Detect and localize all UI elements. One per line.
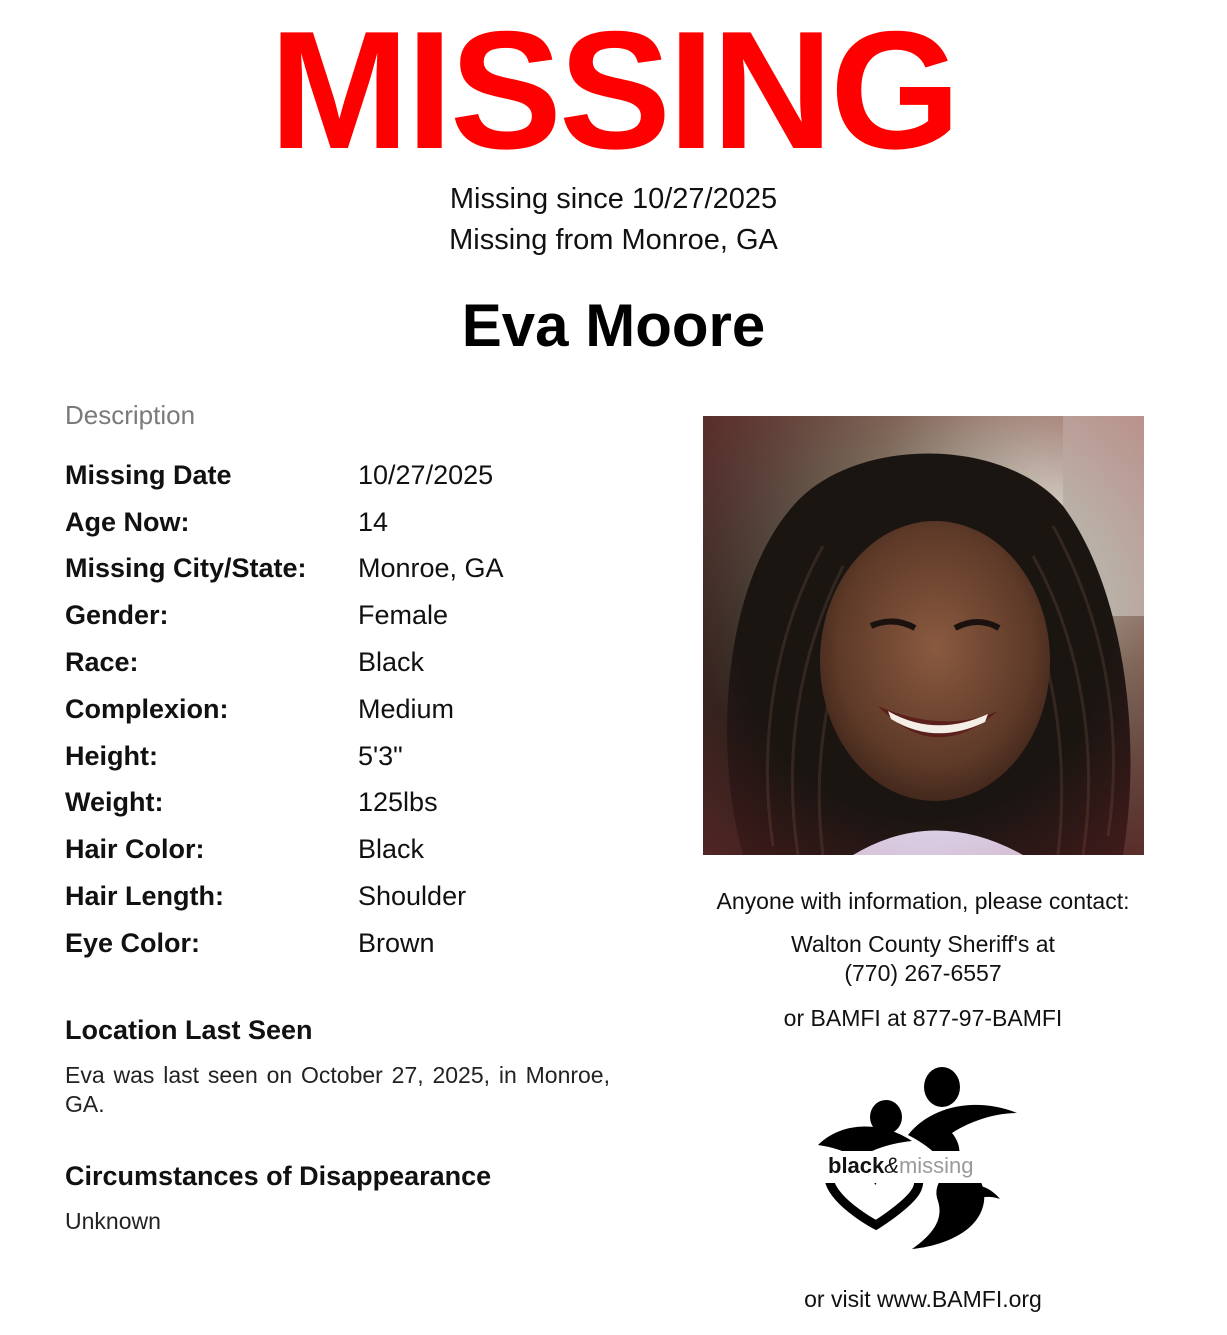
detail-value: Medium	[358, 693, 455, 724]
detail-value: Female	[358, 600, 449, 631]
missing-from-text: Missing from Monroe, GA	[449, 224, 778, 256]
detail-value: 125lbs	[358, 787, 438, 818]
circumstances-title: Circumstances of Disappearance	[65, 1161, 492, 1191]
contact-intro: Anyone with information, please contact:	[716, 888, 1130, 914]
contact-bamfi-phone: or BAMFI at 877-97-BAMFI	[783, 1005, 1063, 1031]
missing-since-text: Missing since 10/27/2025	[449, 183, 778, 215]
website-text: or visit www.BAMFI.org	[804, 1286, 1042, 1312]
detail-row	[65, 452, 625, 499]
detail-label: Weight:	[65, 787, 164, 818]
detail-value: Brown	[358, 927, 435, 958]
circumstances-text: Unknown	[65, 1208, 161, 1234]
detail-value: 5'3"	[358, 740, 403, 771]
person-name: Eva Moore	[461, 292, 766, 359]
detail-row	[65, 780, 625, 827]
detail-value: Monroe, GA	[358, 553, 504, 584]
description-table	[65, 452, 625, 967]
detail-label: Eye Color:	[65, 927, 201, 958]
detail-row	[65, 873, 625, 920]
detail-row	[65, 639, 625, 686]
contact-agency-name: Walton County Sheriff's at	[791, 931, 1055, 957]
detail-label: Age Now:	[65, 506, 190, 537]
location-last-seen-title: Location Last Seen	[65, 1015, 313, 1045]
detail-label: Hair Length:	[65, 881, 224, 912]
logo-wordmark: black&missing	[828, 1153, 974, 1178]
detail-label: Hair Color:	[65, 834, 205, 865]
detail-row	[65, 920, 625, 967]
detail-value: 10/27/2025	[358, 459, 494, 490]
contact-agency	[640, 930, 1206, 988]
detail-label: Missing Date	[65, 459, 232, 490]
detail-value: 14	[358, 506, 389, 537]
detail-row	[65, 499, 625, 546]
missing-headline: MISSING	[269, 0, 958, 184]
missing-person-photo	[703, 416, 1144, 855]
detail-label: Height:	[65, 740, 158, 771]
detail-label: Race:	[65, 647, 139, 678]
logo-graphic	[812, 1065, 1024, 1251]
detail-label: Missing City/State:	[65, 553, 307, 584]
detail-value: Black	[358, 647, 425, 678]
portrait-illustration	[703, 416, 1144, 855]
detail-row	[65, 686, 625, 733]
detail-value: Shoulder	[358, 881, 467, 912]
detail-row	[65, 592, 625, 639]
detail-label: Gender:	[65, 600, 169, 631]
description-heading: Description	[65, 400, 196, 430]
detail-row	[65, 546, 625, 593]
detail-value: Black	[358, 834, 425, 865]
detail-label: Complexion:	[65, 693, 229, 724]
contact-agency-phone: (770) 267-6557	[844, 960, 1002, 986]
detail-row	[65, 826, 625, 873]
detail-row	[65, 733, 625, 780]
location-last-seen-text: Eva was last seen on October 27, 2025, in Monroe, GA.	[65, 1062, 610, 1117]
black-and-missing-logo	[812, 1065, 1024, 1251]
